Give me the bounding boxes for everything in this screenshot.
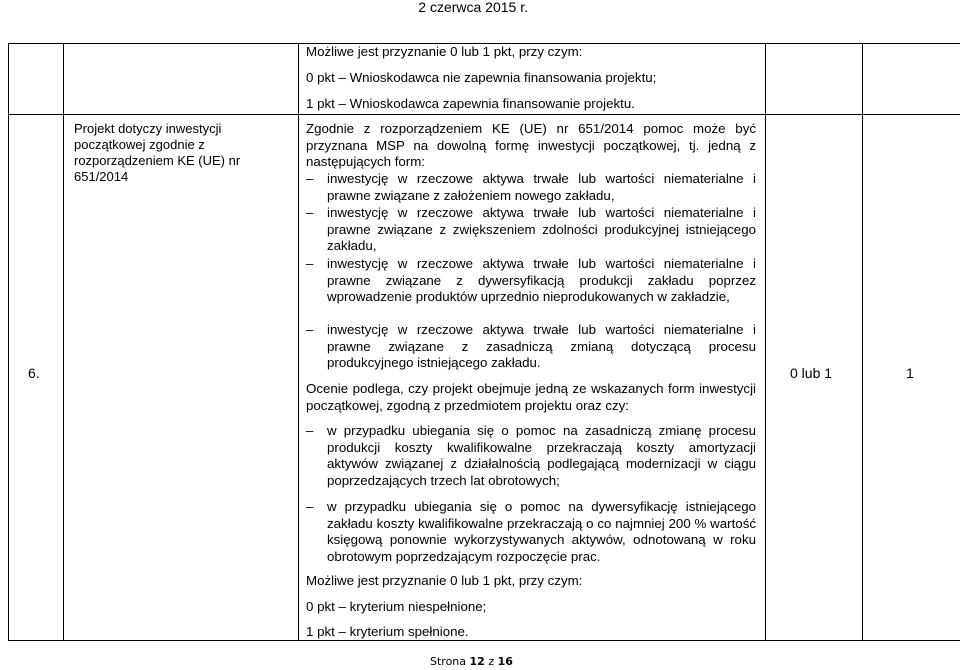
col-divider-4 <box>765 43 766 641</box>
form-item-1: inwestycję w rzeczowe aktywa trwałe lub wartości niematerialne i prawne związane z założeniem nowego zakładu, <box>327 171 756 203</box>
one-point: 1 pkt – kryterium spełnione. <box>306 624 469 639</box>
header-date: 2 czerwca 2015 r. <box>418 0 528 15</box>
row-number: 6. <box>28 365 40 381</box>
dash-icon: – <box>306 423 314 438</box>
table-border-bottom <box>8 640 960 641</box>
col-divider-2 <box>63 43 64 641</box>
col-divider-5 <box>862 43 863 641</box>
dash-icon: – <box>306 322 314 337</box>
criterion-intro: Zgodnie z rozporządzeniem KE (UE) nr 651/2014 pomoc może być przyznana MSP na dowolną formę inwestycji początkowej, tj. jedną z następujących form: <box>306 121 756 169</box>
form-item-3: inwestycję w rzeczowe aktywa trwałe lub wartości niematerialne i prawne związane z dywersyfikacją produkcji zakładu poprzez wprowadzenie produktów uprzednio nieprodukowanych w zakładzie, <box>327 256 756 305</box>
top-zero-points: 0 pkt – Wnioskodawca nie zapewnia finansowania projektu; <box>306 70 657 85</box>
dash-icon: – <box>306 499 314 514</box>
col-divider-1 <box>8 43 9 641</box>
top-possible-points: Możliwe jest przyznanie 0 lub 1 pkt, przy czym: <box>306 44 583 59</box>
possible-points: Możliwe jest przyznanie 0 lub 1 pkt, przy czym: <box>306 573 583 588</box>
row-divider <box>8 114 960 115</box>
footer-sep: z <box>488 655 495 668</box>
footer-page: 12 <box>469 655 485 668</box>
zero-points: 0 pkt – kryterium niespełnione; <box>306 599 487 614</box>
dash-icon: – <box>306 256 314 271</box>
page-footer <box>430 655 513 668</box>
assessment-text: Ocenie podlega, czy projekt obejmuje jedną ze wskazanych form inwestycji początkowej, zgodną z przedmiotem projektu oraz czy: <box>306 381 756 413</box>
top-one-point: 1 pkt – Wnioskodawca zapewnia finansowanie projektu. <box>306 96 635 111</box>
col-divider-3 <box>298 43 299 641</box>
condition-item-1: w przypadku ubiegania się o pomoc na zasadniczą zmianę procesu produkcji koszty kwalifikowalne przekraczają koszty amortyzacji aktywów związanej z działalnością podlegającą modernizacji w ciągu poprzedzających trzech lat obrotowych; <box>327 423 756 488</box>
dash-icon: – <box>306 171 314 186</box>
footer-total: 16 <box>497 655 513 668</box>
dash-icon: – <box>306 205 314 220</box>
condition-item-2: w przypadku ubiegania się o pomoc na dywersyfikację istniejącego zakładu koszty kwalifikowalne przekraczają o co najmniej 200 % wartość księgową ponownie wykorzystywanych aktywów, odnotowaną w roku obrotowym poprzedzającym rozpoczęcie prac. <box>327 499 756 564</box>
points-range: 0 lub 1 <box>790 365 833 381</box>
criterion-name: Projekt dotyczy inwestycji początkowej zgodnie z rozporządzeniem KE (UE) nr 651/2014 <box>74 121 241 184</box>
form-item-4: inwestycję w rzeczowe aktywa trwałe lub wartości niematerialne i prawne związane z zasadniczą zmianą dotyczącą procesu produkcyjnego istniejącego zakładu. <box>327 322 756 371</box>
footer-prefix: Strona <box>430 655 467 668</box>
weight-value: 1 <box>906 365 914 381</box>
form-item-2: inwestycję w rzeczowe aktywa trwałe lub wartości niematerialne i prawne związane z zwiększeniem zdolności produkcyjnej istniejącego zakładu, <box>327 205 756 254</box>
